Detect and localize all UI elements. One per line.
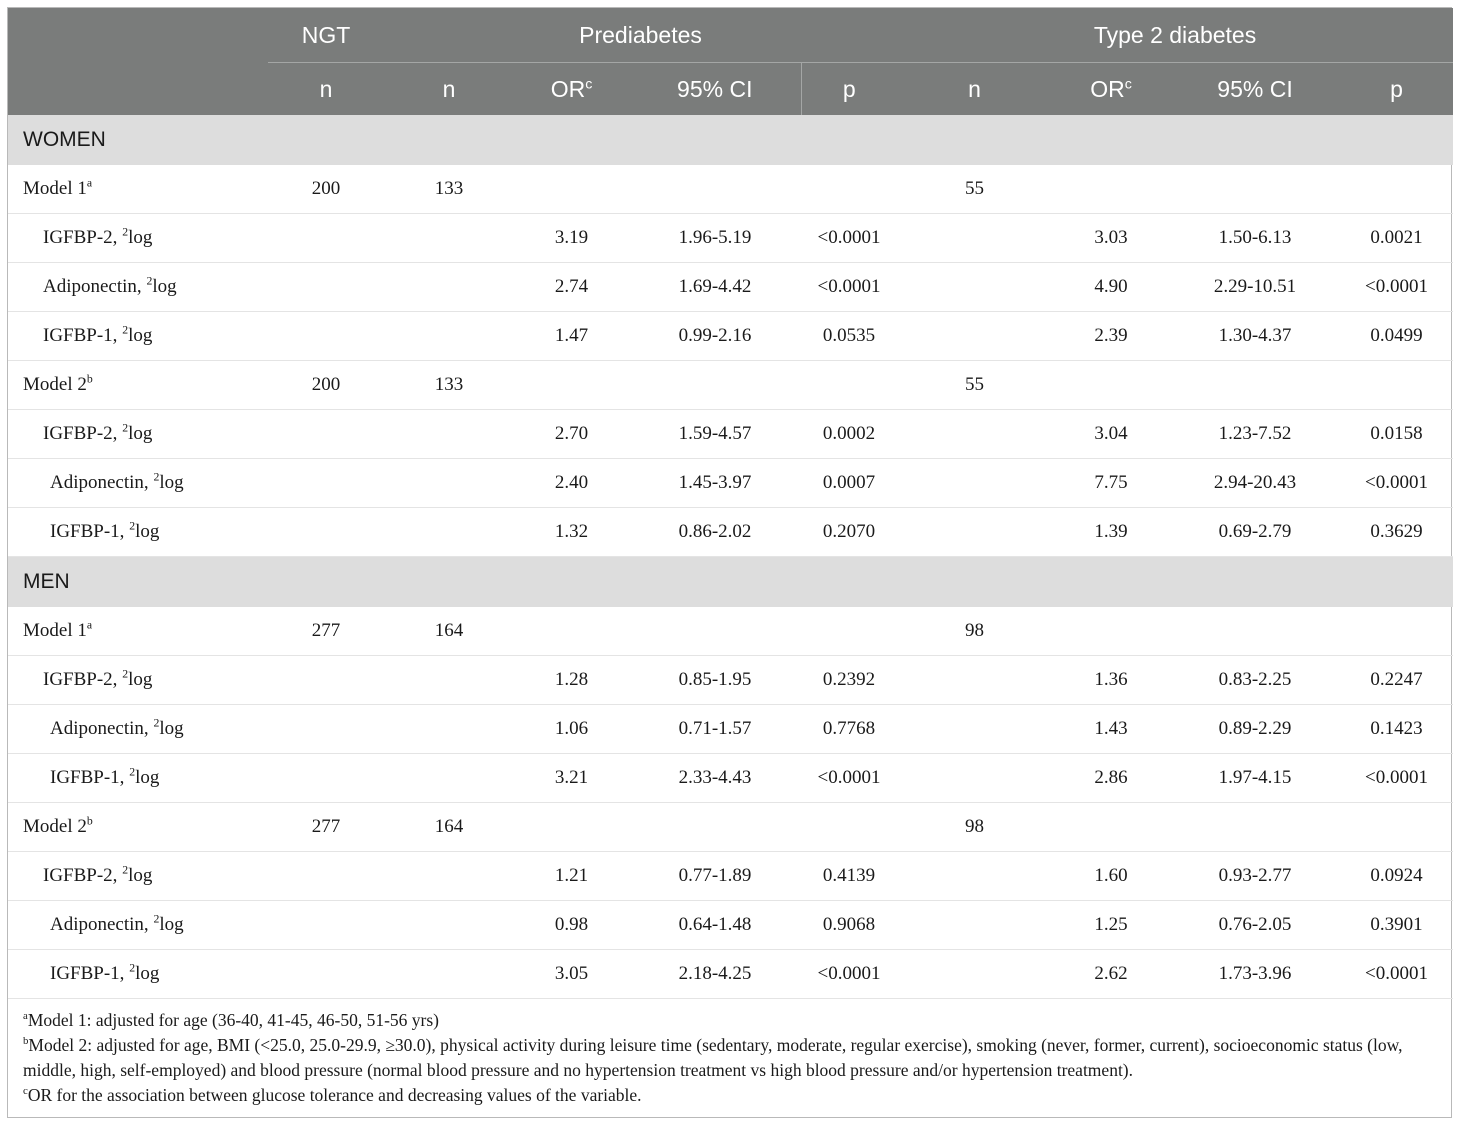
empty-cell [897, 410, 1052, 459]
variable-name: Adiponectin, [50, 718, 154, 739]
t2d-or: 2.86 [1052, 754, 1170, 803]
table-row [8, 852, 1453, 901]
empty-cell [268, 459, 384, 508]
empty-cell [897, 508, 1052, 557]
t2d-ci: 0.69-2.79 [1170, 508, 1340, 557]
empty-cell [1170, 607, 1340, 656]
model-row [8, 803, 1453, 852]
variable-label [8, 754, 268, 803]
variable-name: IGFBP-2, [43, 423, 123, 444]
header-empty-2 [8, 63, 268, 115]
table-row [8, 754, 1453, 803]
t2d-p: 0.0021 [1340, 214, 1453, 263]
table-frame [7, 7, 1452, 1118]
empty-cell [1052, 803, 1170, 852]
variable-label [8, 263, 268, 312]
t2d-ci: 1.23-7.52 [1170, 410, 1340, 459]
section-row [8, 115, 1453, 165]
empty-cell [268, 950, 384, 999]
empty-cell [1170, 165, 1340, 214]
variable-name: IGFBP-2, [43, 865, 123, 886]
variable-name: IGFBP-2, [43, 227, 123, 248]
model-row [8, 165, 1453, 214]
t2d-or: 3.04 [1052, 410, 1170, 459]
variable-name: IGFBP-1, [50, 963, 130, 984]
pre-p: <0.0001 [801, 263, 897, 312]
model-sup: a [86, 176, 93, 190]
t2d-p: 0.2247 [1340, 656, 1453, 705]
header-t2d: Type 2 diabetes [897, 8, 1453, 63]
empty-cell [384, 656, 514, 705]
t2d-ci: 0.89-2.29 [1170, 705, 1340, 754]
t2d-ci: 1.97-4.15 [1170, 754, 1340, 803]
log-sup: 2 [153, 912, 160, 926]
log-sup: 2 [153, 470, 160, 484]
pre-p: 0.4139 [801, 852, 897, 901]
pre-p: 0.9068 [801, 901, 897, 950]
empty-cell [1052, 165, 1170, 214]
empty-cell [514, 803, 629, 852]
log-sup: 2 [146, 274, 153, 288]
header-empty [8, 8, 268, 63]
t2d-p: 0.3901 [1340, 901, 1453, 950]
t2d-or: 1.60 [1052, 852, 1170, 901]
variable-label [8, 852, 268, 901]
empty-cell [801, 361, 897, 410]
variable-name: Adiponectin, [50, 472, 154, 493]
footnote-mark: a [23, 1010, 28, 1023]
pre-ci: 2.18-4.25 [629, 950, 801, 999]
pre-ci: 1.69-4.42 [629, 263, 801, 312]
empty-cell [384, 410, 514, 459]
pre-ci: 0.77-1.89 [629, 852, 801, 901]
empty-cell [897, 263, 1052, 312]
t2d-p: 0.1423 [1340, 705, 1453, 754]
empty-cell [629, 165, 801, 214]
pre-or: 1.47 [514, 312, 629, 361]
empty-cell [268, 508, 384, 557]
empty-cell [1170, 803, 1340, 852]
log-text: log [159, 472, 184, 493]
model-sup: a [86, 618, 93, 632]
empty-cell [384, 852, 514, 901]
empty-cell [384, 459, 514, 508]
empty-cell [268, 312, 384, 361]
pre-p: <0.0001 [801, 214, 897, 263]
empty-cell [384, 901, 514, 950]
or-sup: c [1124, 75, 1132, 92]
table-row [8, 312, 1453, 361]
empty-cell [384, 754, 514, 803]
variable-name: IGFBP-1, [50, 767, 130, 788]
pre-or: 0.98 [514, 901, 629, 950]
footnote-text: Model 1: adjusted for age (36-40, 41-45, 46-50, 51-56 yrs) [27, 1010, 439, 1030]
pre-or: 2.70 [514, 410, 629, 459]
pre-or: 3.21 [514, 754, 629, 803]
empty-cell [897, 214, 1052, 263]
model-name: Model 1 [23, 178, 87, 199]
section-title: MEN [8, 557, 1453, 608]
footnote-mark: c [23, 1085, 28, 1098]
ngt-n: 277 [268, 607, 384, 656]
header-prediabetes: Prediabetes [384, 8, 897, 63]
empty-cell [268, 901, 384, 950]
model-label [8, 165, 268, 214]
empty-cell [897, 901, 1052, 950]
log-text: log [128, 227, 153, 248]
variable-name: IGFBP-1, [50, 521, 130, 542]
or-label: OR [550, 75, 586, 102]
t2d-ci: 0.76-2.05 [1170, 901, 1340, 950]
variable-label [8, 410, 268, 459]
footnote-text: OR for the association between glucose tolerance and decreasing values of the variable. [27, 1085, 642, 1105]
empty-cell [1340, 361, 1453, 410]
pre-ci: 0.64-1.48 [629, 901, 801, 950]
t2d-p: 0.0158 [1340, 410, 1453, 459]
empty-cell [1052, 607, 1170, 656]
ngt-n: 277 [268, 803, 384, 852]
model-name: Model 1 [23, 620, 87, 641]
empty-cell [268, 705, 384, 754]
header-pre-n: n [384, 63, 514, 115]
empty-cell [897, 754, 1052, 803]
table-row [8, 459, 1453, 508]
t2d-n: 98 [897, 607, 1052, 656]
empty-cell [268, 214, 384, 263]
variable-name: IGFBP-1, [43, 325, 123, 346]
model-name: Model 2 [23, 374, 87, 395]
model-label [8, 803, 268, 852]
model-sup: b [86, 814, 93, 828]
t2d-p: <0.0001 [1340, 263, 1453, 312]
header-ngt-n: n [268, 63, 384, 115]
variable-label [8, 459, 268, 508]
pre-or: 1.21 [514, 852, 629, 901]
table-body [8, 115, 1453, 999]
empty-cell [1340, 165, 1453, 214]
log-text: log [152, 276, 177, 297]
pre-p: 0.7768 [801, 705, 897, 754]
t2d-ci: 2.94-20.43 [1170, 459, 1340, 508]
t2d-ci: 1.73-3.96 [1170, 950, 1340, 999]
empty-cell [629, 803, 801, 852]
variable-label [8, 214, 268, 263]
empty-cell [384, 214, 514, 263]
variable-label [8, 312, 268, 361]
t2d-or: 7.75 [1052, 459, 1170, 508]
footnote-mark: b [23, 1035, 29, 1048]
log-text: log [128, 865, 153, 886]
log-sup: 2 [122, 421, 129, 435]
or-label: OR [1090, 75, 1125, 102]
results-table [8, 8, 1453, 999]
empty-cell [384, 263, 514, 312]
log-sup: 2 [129, 519, 136, 533]
header-t2d-ci: 95% CI [1170, 63, 1340, 115]
empty-cell [801, 607, 897, 656]
empty-cell [384, 312, 514, 361]
footnote [23, 1083, 1448, 1108]
pre-n: 133 [384, 361, 514, 410]
t2d-or: 4.90 [1052, 263, 1170, 312]
pre-or: 2.40 [514, 459, 629, 508]
empty-cell [801, 803, 897, 852]
pre-n: 164 [384, 803, 514, 852]
t2d-or: 2.62 [1052, 950, 1170, 999]
model-name: Model 2 [23, 816, 87, 837]
model-label [8, 361, 268, 410]
empty-cell [268, 410, 384, 459]
log-text: log [135, 521, 160, 542]
ngt-n: 200 [268, 361, 384, 410]
empty-cell [384, 950, 514, 999]
pre-or: 3.05 [514, 950, 629, 999]
t2d-p: <0.0001 [1340, 754, 1453, 803]
empty-cell [514, 607, 629, 656]
log-sup: 2 [122, 667, 129, 681]
t2d-ci: 2.29-10.51 [1170, 263, 1340, 312]
log-sup: 2 [122, 323, 129, 337]
table-header [8, 8, 1453, 115]
empty-cell [268, 263, 384, 312]
pre-or: 1.28 [514, 656, 629, 705]
pre-ci: 0.86-2.02 [629, 508, 801, 557]
t2d-p: <0.0001 [1340, 459, 1453, 508]
table-row [8, 901, 1453, 950]
ngt-n: 200 [268, 165, 384, 214]
t2d-p: <0.0001 [1340, 950, 1453, 999]
t2d-or: 1.39 [1052, 508, 1170, 557]
pre-p: 0.0002 [801, 410, 897, 459]
log-text: log [159, 914, 184, 935]
model-row [8, 361, 1453, 410]
pre-p: <0.0001 [801, 950, 897, 999]
variable-name: IGFBP-2, [43, 669, 123, 690]
t2d-p: 0.3629 [1340, 508, 1453, 557]
empty-cell [897, 656, 1052, 705]
pre-p: 0.2392 [801, 656, 897, 705]
empty-cell [1052, 361, 1170, 410]
empty-cell [1340, 607, 1453, 656]
table-row [8, 263, 1453, 312]
variable-name: Adiponectin, [43, 276, 147, 297]
empty-cell [801, 165, 897, 214]
pre-p: <0.0001 [801, 754, 897, 803]
variable-label [8, 705, 268, 754]
footnotes [23, 1008, 1448, 1108]
log-sup: 2 [129, 765, 136, 779]
pre-or: 1.32 [514, 508, 629, 557]
pre-ci: 1.96-5.19 [629, 214, 801, 263]
empty-cell [897, 852, 1052, 901]
log-sup: 2 [122, 863, 129, 877]
model-sup: b [86, 372, 93, 386]
t2d-ci: 1.30-4.37 [1170, 312, 1340, 361]
empty-cell [514, 165, 629, 214]
log-sup: 2 [153, 716, 160, 730]
t2d-p: 0.0924 [1340, 852, 1453, 901]
table-row [8, 656, 1453, 705]
empty-cell [897, 312, 1052, 361]
pre-ci: 1.59-4.57 [629, 410, 801, 459]
empty-cell [897, 459, 1052, 508]
t2d-or: 3.03 [1052, 214, 1170, 263]
pre-or: 1.06 [514, 705, 629, 754]
t2d-ci: 1.50-6.13 [1170, 214, 1340, 263]
empty-cell [384, 705, 514, 754]
model-row [8, 607, 1453, 656]
t2d-n: 55 [897, 361, 1052, 410]
t2d-ci: 0.83-2.25 [1170, 656, 1340, 705]
t2d-or: 1.43 [1052, 705, 1170, 754]
table-row [8, 508, 1453, 557]
section-title: WOMEN [8, 115, 1453, 165]
pre-or: 3.19 [514, 214, 629, 263]
log-sup: 2 [129, 961, 136, 975]
table-row [8, 214, 1453, 263]
pre-p: 0.2070 [801, 508, 897, 557]
log-text: log [135, 767, 160, 788]
header-pre-or [514, 63, 629, 115]
header-pre-p: p [801, 63, 897, 115]
variable-label [8, 901, 268, 950]
table-row [8, 410, 1453, 459]
variable-name: Adiponectin, [50, 914, 154, 935]
log-text: log [159, 718, 184, 739]
t2d-ci: 0.93-2.77 [1170, 852, 1340, 901]
empty-cell [897, 705, 1052, 754]
t2d-or: 1.25 [1052, 901, 1170, 950]
empty-cell [514, 361, 629, 410]
t2d-or: 1.36 [1052, 656, 1170, 705]
table-row [8, 950, 1453, 999]
t2d-or: 2.39 [1052, 312, 1170, 361]
log-text: log [135, 963, 160, 984]
footnote [23, 1008, 1448, 1033]
variable-label [8, 656, 268, 705]
pre-ci: 1.45-3.97 [629, 459, 801, 508]
pre-ci: 0.99-2.16 [629, 312, 801, 361]
t2d-n: 98 [897, 803, 1052, 852]
empty-cell [1340, 803, 1453, 852]
log-text: log [128, 325, 153, 346]
pre-n: 164 [384, 607, 514, 656]
empty-cell [384, 508, 514, 557]
empty-cell [268, 754, 384, 803]
header-t2d-n: n [897, 63, 1052, 115]
footnote-text: Model 2: adjusted for age, BMI (<25.0, 25.0-29.9, ≥30.0), physical activity during leisure time (sedentary, moderate, regular exercise), smoking (never, former, current), socioeconomic status (low, middle, high, self-employed) and blood pressure (normal blood pressure and no hypertension treatment vs high blood pressure and/or hypertension treatment). [23, 1035, 1403, 1080]
log-sup: 2 [122, 225, 129, 239]
table-row [8, 705, 1453, 754]
empty-cell [897, 950, 1052, 999]
empty-cell [268, 852, 384, 901]
pre-p: 0.0535 [801, 312, 897, 361]
empty-cell [268, 656, 384, 705]
log-text: log [128, 669, 153, 690]
footnote [23, 1033, 1448, 1083]
log-text: log [128, 423, 153, 444]
variable-label [8, 950, 268, 999]
pre-p: 0.0007 [801, 459, 897, 508]
pre-ci: 0.85-1.95 [629, 656, 801, 705]
model-label [8, 607, 268, 656]
or-sup: c [585, 75, 593, 92]
pre-ci: 0.71-1.57 [629, 705, 801, 754]
pre-ci: 2.33-4.43 [629, 754, 801, 803]
header-t2d-p: p [1340, 63, 1453, 115]
pre-n: 133 [384, 165, 514, 214]
t2d-p: 0.0499 [1340, 312, 1453, 361]
pre-or: 2.74 [514, 263, 629, 312]
empty-cell [629, 607, 801, 656]
header-ngt: NGT [268, 8, 384, 63]
empty-cell [1170, 361, 1340, 410]
variable-label [8, 508, 268, 557]
t2d-n: 55 [897, 165, 1052, 214]
empty-cell [629, 361, 801, 410]
header-pre-ci: 95% CI [629, 63, 801, 115]
section-row [8, 557, 1453, 608]
header-t2d-or [1052, 63, 1170, 115]
